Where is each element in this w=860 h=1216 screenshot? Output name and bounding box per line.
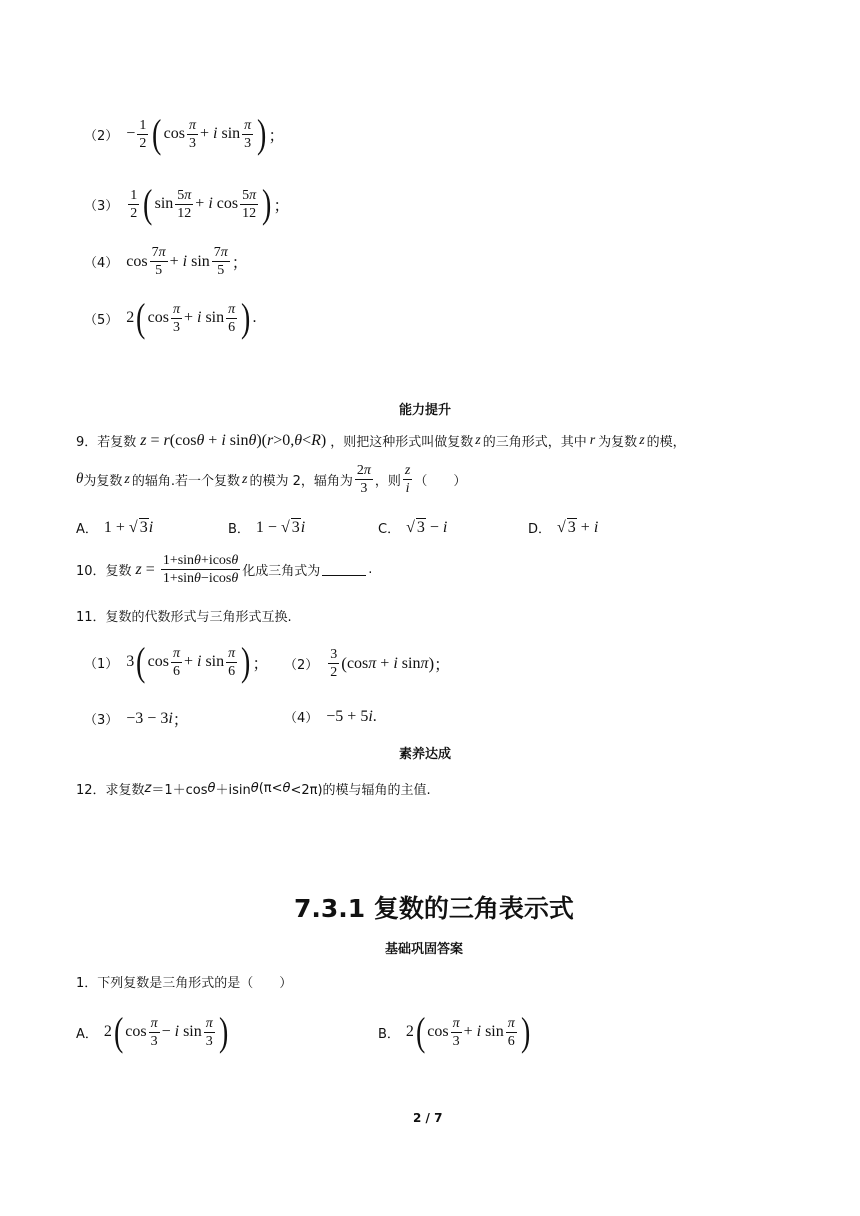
page-number: 2 / 7 <box>413 1111 443 1125</box>
item-3 <box>84 181 290 226</box>
q9-text: 9．若复数 <box>76 435 137 450</box>
q1-option-b: B． 2 ( cos $\frac{\pi}{3}$ + i sin $\frac{\pi}{6}$ ) <box>378 1009 531 1054</box>
q9-text: 为复数 <box>598 435 638 450</box>
formula-q10: z = $\frac{1+\sin\theta+icos\theta}{1+\sin\theta-icos\theta}$ <box>135 553 239 586</box>
q9-text: ，则 <box>374 474 401 489</box>
q1-option-a: A． 2 ( cos $\frac{\pi}{3}$ − i sin $\frac{\pi}{3}$ ) <box>76 1009 229 1054</box>
formula-trig-form: z = r (cos θ + i sin θ )( r >0, θ < R ) <box>140 431 327 449</box>
item-5 <box>84 295 257 340</box>
q11-item-3: （3） −3 − 3 i ； <box>84 709 189 729</box>
q9-text: 的三角形式，其中 <box>482 435 587 450</box>
q9-text: 的模， <box>646 435 686 450</box>
q10-text: 10．复数 <box>76 564 132 579</box>
q9-line2: θ 为复数 z 的辐角.若一个复数 z 的模为 2，辐角为 $\frac{2\pi}{3}$ ，则 $\frac{z}{i}$ （ ） <box>76 463 467 496</box>
q12: 12．求复数 z ＝1＋cos θ ＋isin θ (π< θ <2π)的模与辐角的主值. <box>76 781 431 798</box>
item-label: （4） <box>84 256 119 271</box>
q9-option-b: B． 1 − √ 3 i <box>228 518 306 537</box>
q11-text: 11．复数的代数形式与三角形式互换. <box>76 610 292 625</box>
q11-item-4: （4） −5 + 5 i . <box>284 707 377 726</box>
q10-text: 化成三角式为 <box>242 564 321 579</box>
formula-item-5: 2 ( cos $\frac{\pi}{3}$ + i sin $\frac{\pi}{6}$ ) . <box>126 295 257 340</box>
q9-option-d: D． √ 3 + i <box>528 518 599 537</box>
item-label: （3） <box>84 198 119 214</box>
section-heading-ability: 能力提升 <box>399 403 452 418</box>
q9-text: ，则把这种形式叫做复数 <box>330 435 474 450</box>
q9-text: 的辐角.若一个复数 <box>131 474 240 489</box>
q9-text: 的模为 2，辐角为 <box>249 474 353 489</box>
formula-item-3: $\frac{1}{2}$ ( sin $\frac{5\pi}{12}$ + i cos $\frac{5\pi}{12}$ ) ； <box>130 181 290 226</box>
formula-item-4: cos $\frac{7\pi}{5}$ + i sin $\frac{7\pi}{5}$ ； <box>126 245 248 278</box>
q9-text: 为复数 <box>83 474 123 489</box>
section-heading-literacy: 素养达成 <box>399 747 452 762</box>
q9-text: （ ） <box>414 474 467 489</box>
q9-option-c: C． √ 3 − i <box>378 518 448 537</box>
item-label: （5） <box>84 312 119 328</box>
q1-text: 1．下列复数是三角形式的是（ ） <box>76 976 293 991</box>
item-2 <box>84 111 285 156</box>
q11-item-1: （1） 3 ( cos $\frac{\pi}{6}$ + i sin $\frac{\pi}{6}$ ) ； <box>84 639 269 684</box>
q10: 10．复数 z = $\frac{1+\sin\theta+icos\theta}{1+\sin\theta-icos\theta}$ 化成三角式为 . <box>76 553 373 586</box>
page-title: 7.3.1 复数的三角表示式 <box>294 894 574 923</box>
q11-item-2: （2） $\frac{3}{2}$ ( cos π + i sin π ) ； <box>284 647 451 680</box>
answer-blank <box>322 563 366 576</box>
q9-line1: 9．若复数 z = r (cos θ + i sin θ )( r >0, θ < R ) ，则把这种形式叫做复数 z 的三角形式，其中 r 为复数 z 的模， <box>76 431 686 450</box>
item-4 <box>84 244 248 279</box>
item-label: （2） <box>84 128 119 144</box>
section-heading-answers: 基础巩固答案 <box>385 942 464 957</box>
q9-option-a: A． 1 + √ 3 i <box>76 518 154 537</box>
formula-item-2: − $\frac{1}{2}$ ( cos $\frac{\pi}{3}$ + i sin $\frac{\pi}{3}$ ) ； <box>126 111 285 156</box>
